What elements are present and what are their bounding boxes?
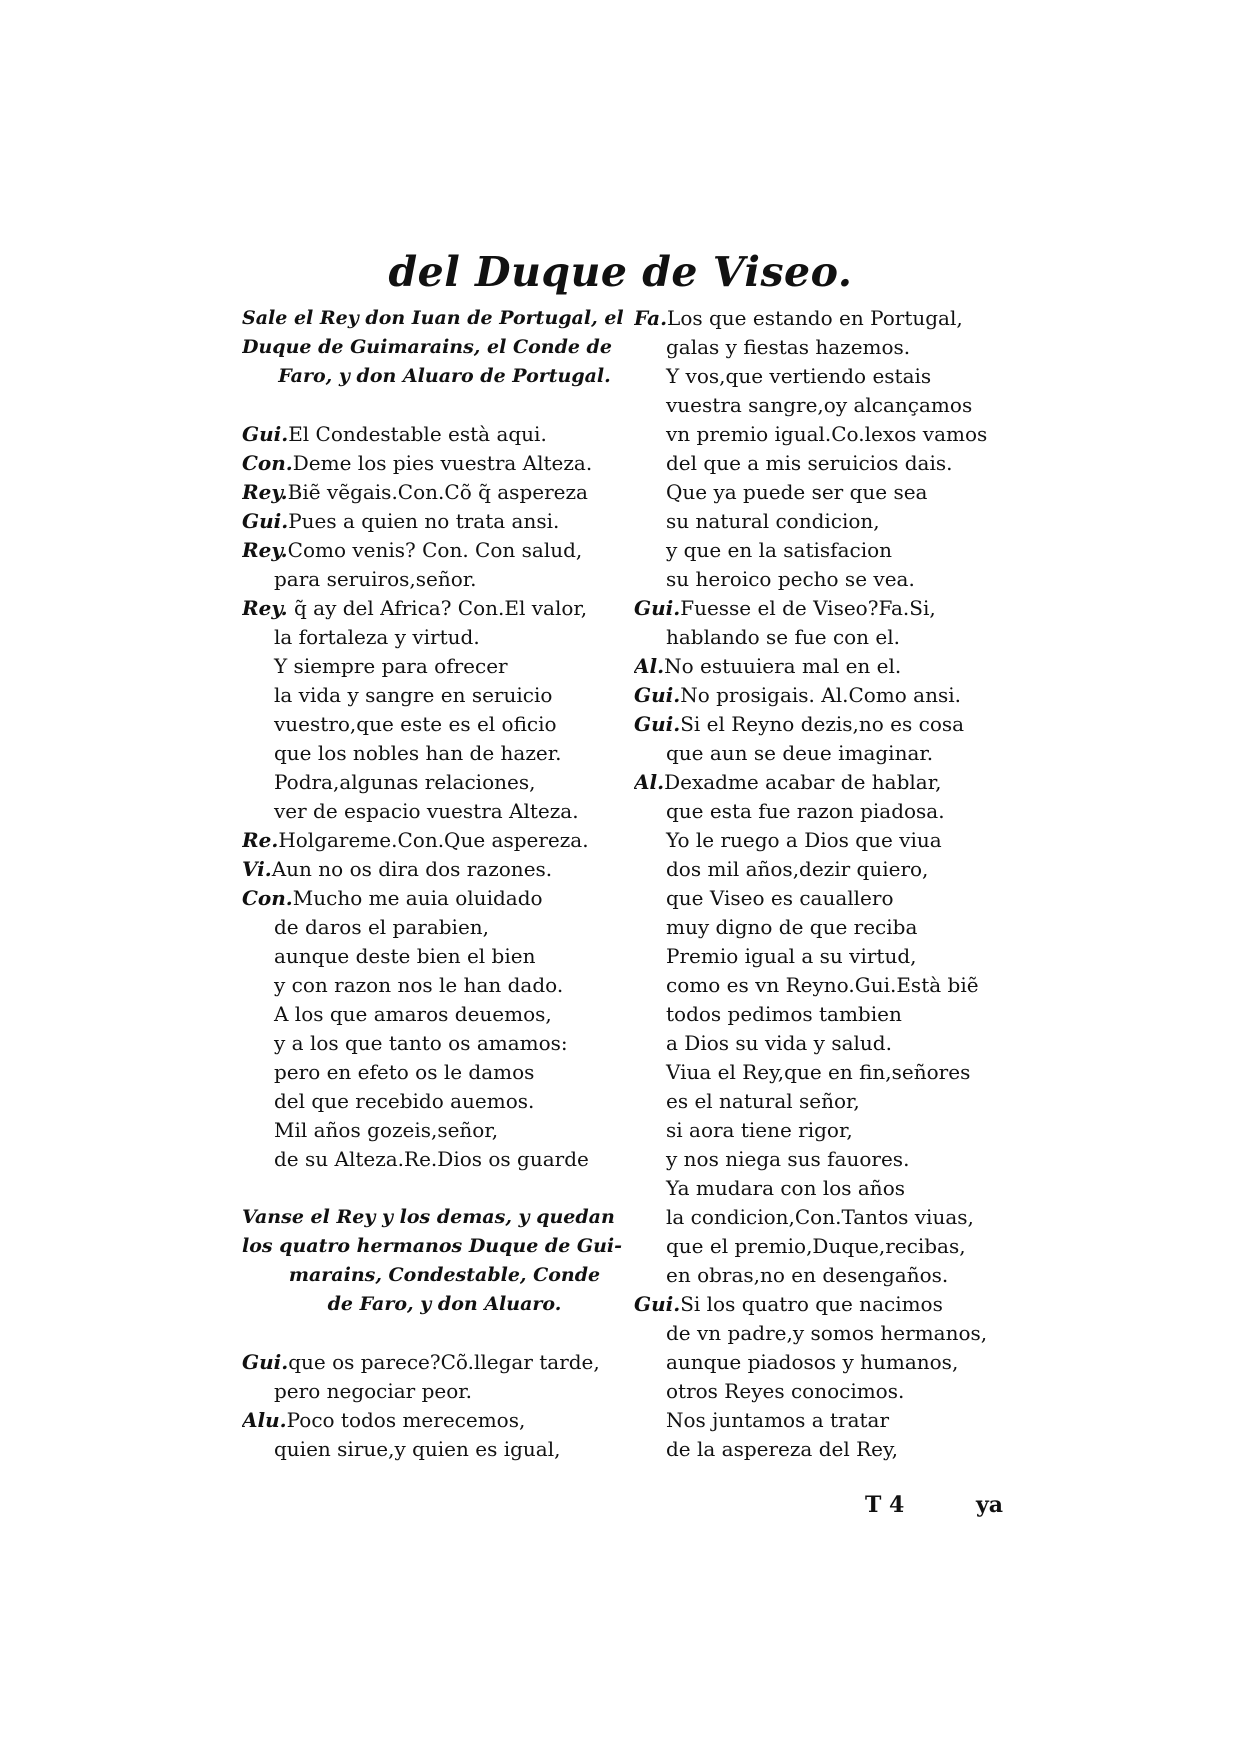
signature-mark: T 4 [865,1492,905,1518]
speaker-label: Rey. [242,538,288,562]
verse-text: que esta fue razon piadosa. [666,799,945,823]
verse-line [634,333,1039,362]
verse-text: de su Alteza.Re.Dios os guarde [274,1147,589,1171]
verse-line [242,1435,647,1464]
catchword: ya [976,1492,1004,1518]
verse-line [242,681,647,710]
verse-line [634,536,1039,565]
verse-text: Si los quatro que nacimos [680,1292,943,1316]
verse-text: de vn padre,y somos hermanos, [666,1321,988,1345]
verse-line [634,942,1039,971]
verse-line [242,420,647,449]
verse-text: si aora tiene rigor, [666,1118,853,1142]
verse-line [634,1203,1039,1232]
verse-line [634,565,1039,594]
verse-line [242,1116,647,1145]
verse-text: y a los que tanto os amamos: [274,1031,568,1055]
verse-text: de daros el parabien, [274,915,490,939]
verse-line [634,391,1039,420]
speaker-label: Rey. [242,480,288,504]
verse-line [242,1029,647,1058]
speaker-label: Gui. [242,422,289,446]
verse-text: Viua el Rey,que en fin,señores [666,1060,971,1084]
verse-line [242,1087,647,1116]
verse-text: la condicion,Con.Tantos viuas, [666,1205,974,1229]
verse-text: su heroico pecho se vea. [666,567,915,591]
verse-text: Los que estando en Portugal, [667,306,963,330]
verse-text: en obras,no en desengaños. [666,1263,949,1287]
verse-line [242,652,647,681]
speaker-label: Gui. [634,1292,681,1316]
verse-line [634,710,1039,739]
right-column [634,304,1039,1464]
verse-line [242,971,647,1000]
verse-text: otros Reyes conocimos. [666,1379,905,1403]
verse-line [242,565,647,594]
verse-text: pero en efeto os le damos [274,1060,535,1084]
verse-text: vuestra sangre,oy alcançamos [666,393,973,417]
verse-text: quien sirue,y quien es igual, [274,1437,561,1461]
verse-line [634,739,1039,768]
verse-text: vuestro,que este es el oficio [274,712,557,736]
verse-text: dos mil años,dezir quiero, [666,857,929,881]
verse-text: hablando se fue con el. [666,625,901,649]
verse-text: del que a mis seruicios dais. [666,451,953,475]
stage-direction: de Faro, y don Aluaro. [327,1293,562,1315]
verse-text: pero negociar peor. [274,1379,472,1403]
stage-direction: Faro, y don Aluaro de Portugal. [278,365,611,387]
verse-line [242,623,647,652]
speaker-label: Rey. [242,596,288,620]
verse-text: la fortaleza y virtud. [274,625,480,649]
verse-line [634,594,1039,623]
verse-text: Dexadme acabar de hablar, [664,770,942,794]
verse-text: muy digno de que reciba [666,915,918,939]
verse-text: del que recebido auemos. [274,1089,535,1113]
verse-line [634,971,1039,1000]
verse-text: Holgareme.Con.Que aspereza. [278,828,589,852]
blank-line [242,391,647,420]
verse-text: a Dios su vida y salud. [666,1031,892,1055]
verse-line [634,623,1039,652]
speaker-label: Fa. [634,306,668,330]
verse-line [634,826,1039,855]
verse-line [634,420,1039,449]
verse-line [634,1087,1039,1116]
running-title: del Duque de Viseo. [388,248,853,296]
verse-text: la vida y sangre en seruicio [274,683,553,707]
verse-line [242,710,647,739]
verse-line [634,1319,1039,1348]
verse-text: Premio igual a su virtud, [666,944,917,968]
verse-line [634,768,1039,797]
verse-text: que aun se deue imaginar. [666,741,934,765]
speaker-label: Gui. [634,596,681,620]
verse-line [634,1029,1039,1058]
verse-text: Podra,algunas relaciones, [274,770,536,794]
speaker-label: Gui. [634,712,681,736]
verse-text: de la aspereza del Rey, [666,1437,899,1461]
verse-line [634,449,1039,478]
stage-direction: Sale el Rey don Iuan de Portugal, el [242,307,624,329]
verse-line [242,797,647,826]
verse-line [242,768,647,797]
verse-text: galas y fiestas hazemos. [666,335,911,359]
verse-line [242,884,647,913]
verse-text: q̃ ay del Africa? Con.El valor, [287,596,588,620]
verse-text: aunque deste bien el bien [274,944,536,968]
verse-line [242,594,647,623]
verse-text: que el premio,Duque,recibas, [666,1234,966,1258]
verse-text: A los que amaros deuemos, [274,1002,552,1026]
verse-line [634,478,1039,507]
verse-line [242,1377,647,1406]
verse-text: Poco todos merecemos, [286,1408,526,1432]
verse-text: Aun no os dira dos razones. [271,857,553,881]
verse-line [242,855,647,884]
blank-line [242,1174,647,1203]
verse-text: ver de espacio vuestra Alteza. [274,799,579,823]
verse-text: El Condestable està aqui. [288,422,547,446]
verse-line [242,1058,647,1087]
verse-line [242,536,647,565]
verse-text: como es vn Reyno.Gui.Està biẽ [666,973,979,997]
speaker-label: Con. [242,886,293,910]
verse-line [242,1348,647,1377]
verse-text: No prosigais. Al.Como ansi. [680,683,961,707]
verse-line [242,739,647,768]
verse-text: Como venis? Con. Con salud, [287,538,583,562]
speaker-label: Re. [242,828,279,852]
stage-direction: marains, Condestable, Conde [288,1264,601,1286]
verse-line [242,942,647,971]
verse-line [634,1145,1039,1174]
verse-text: Que ya puede ser que sea [666,480,928,504]
verse-line [242,826,647,855]
verse-line [634,855,1039,884]
verse-text: y nos niega sus fauores. [666,1147,910,1171]
verse-line [242,449,647,478]
verse-text: Ya mudara con los años [666,1176,905,1200]
verse-line [634,1116,1039,1145]
verse-line [242,1145,647,1174]
stage-direction: Vanse el Rey y los demas, y quedan [242,1206,615,1228]
verse-text: Si el Reyno dezis,no es cosa [680,712,965,736]
verse-line [634,1290,1039,1319]
verse-text: que Viseo es cauallero [666,886,894,910]
verse-line [634,1435,1039,1464]
speaker-label: Vi. [242,857,272,881]
verse-text: aunque piadosos y humanos, [666,1350,959,1374]
speaker-label: Al. [634,770,665,794]
verse-text: para seruiros,señor. [274,567,477,591]
verse-text: Pues a quien no trata ansi. [288,509,560,533]
verse-line [634,1348,1039,1377]
verse-text: Y vos,que vertiendo estais [666,364,932,388]
verse-line [634,1174,1039,1203]
speaker-label: Con. [242,451,293,475]
verse-line [242,507,647,536]
verse-line [634,1000,1039,1029]
verse-text: Mil años gozeis,señor, [274,1118,499,1142]
verse-text: es el natural señor, [666,1089,860,1113]
verse-line [242,1406,647,1435]
verse-text: vn premio igual.Co.lexos vamos [666,422,988,446]
verse-text: que os parece?Cõ.llegar tarde, [288,1350,600,1374]
verse-text: todos pedimos tambien [666,1002,902,1026]
verse-text: Y siempre para ofrecer [274,654,508,678]
verse-text: Yo le ruego a Dios que viua [666,828,942,852]
blank-line [242,1319,647,1348]
stage-direction: Duque de Guimarains, el Conde de [242,336,612,358]
verse-line [634,1406,1039,1435]
speaker-label: Al. [634,654,665,678]
verse-line [634,1058,1039,1087]
verse-line [242,1000,647,1029]
verse-text: Biẽ vẽgais.Con.Cõ q̃ aspereza [287,480,588,504]
verse-text: y que en la satisfacion [666,538,893,562]
verse-line [242,913,647,942]
verse-line [634,1232,1039,1261]
verse-line [242,478,647,507]
verse-line [634,1377,1039,1406]
verse-text: Deme los pies vuestra Alteza. [292,451,593,475]
speaker-label: Gui. [242,1350,289,1374]
stage-direction: los quatro hermanos Duque de Gui- [242,1235,623,1257]
verse-line [634,362,1039,391]
verse-text: Mucho me auia oluidado [292,886,543,910]
verse-line [634,681,1039,710]
verse-line [634,797,1039,826]
verse-line [634,884,1039,913]
speaker-label: Gui. [634,683,681,707]
speaker-label: Alu. [242,1408,287,1432]
verse-line [634,304,1039,333]
verse-text: Fuesse el de Viseo?Fa.Si, [680,596,936,620]
verse-text: que los nobles han de hazer. [274,741,562,765]
verse-text: su natural condicion, [666,509,880,533]
verse-line [634,913,1039,942]
verse-line [634,507,1039,536]
verse-text: y con razon nos le han dado. [274,973,564,997]
speaker-label: Gui. [242,509,289,533]
verse-line [634,1261,1039,1290]
verse-text: Nos juntamos a tratar [666,1408,890,1432]
left-column [242,304,647,1464]
verse-text: No estuuiera mal en el. [664,654,902,678]
verse-line [634,652,1039,681]
